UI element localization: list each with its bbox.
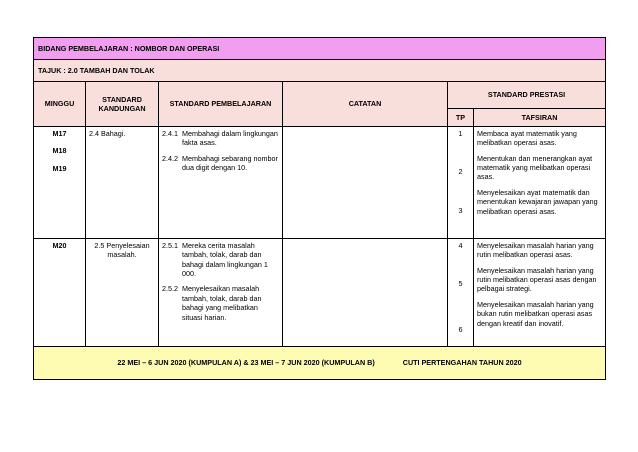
header-catatan: CATATAN <box>283 82 448 127</box>
standard-pembelajaran-cell <box>159 127 283 239</box>
header-tp: TP <box>448 109 474 127</box>
week-cell <box>34 239 86 347</box>
week-cell <box>34 127 86 239</box>
catatan-cell <box>283 127 448 239</box>
sp-text: Membahagi dalam lingkungan fakta asas. <box>182 129 278 148</box>
tafsiran-text: Menyelesaikan masalah harian yang rutin melibatkan operasi asas. <box>477 241 594 260</box>
tp-value: 1 <box>458 129 463 138</box>
holiday-label: CUTI PERTENGAHAN TAHUN 2020 <box>402 358 522 368</box>
catatan-cell <box>283 239 448 347</box>
header-tafsiran: TAFSIRAN <box>474 109 606 127</box>
holiday-dates: 22 MEI – 6 JUN 2020 (KUMPULAN A) & 23 MEI – 7 JUN 2020 (KUMPULAN B) <box>117 358 375 368</box>
tafsiran-text: Membaca ayat matematik yang melibatkan operasi asas. <box>477 129 577 148</box>
standard-kandungan-text: 2.5 Penyelesaian masalah. <box>94 241 150 260</box>
tajuk: TAJUK : 2.0 TAMBAH DAN TOLAK <box>34 60 606 82</box>
tafsiran-text: Menentukan dan menerangkan ayat matematik yang melibatkan operasi asas. <box>477 153 593 182</box>
tafsiran-text: Menyelesaikan masalah harian yang bukan rutin melibatkan operasi asas dengan kreatif dan inovatif. <box>477 299 594 328</box>
tafsiran-text: Menyelesaikan masalah harian yang rutin melibatkan operasi asas dengan pelbagai strategi. <box>477 265 597 294</box>
sp-code: 2.4.1 <box>162 129 178 138</box>
standard-kandungan-cell <box>86 127 159 239</box>
week-label: M19 <box>52 163 67 173</box>
standard-kandungan-text: 2.4 Bahagi. <box>89 129 126 138</box>
header-standard-kandungan: STANDARD KANDUNGAN <box>86 82 159 127</box>
header-standard-pembelajaran: STANDARD PEMBELAJARAN <box>159 82 283 127</box>
table-row <box>34 239 606 347</box>
sp-code: 2.5.1 <box>162 241 178 250</box>
week-label: M17 <box>52 129 67 138</box>
sp-code: 2.5.2 <box>162 284 178 294</box>
lesson-plan-table <box>33 37 606 380</box>
sp-code: 2.4.2 <box>162 153 178 163</box>
tp-value: 3 <box>458 205 463 215</box>
header-minggu: MINGGU <box>34 82 86 127</box>
tp-cell <box>448 127 474 239</box>
bidang-pembelajaran: BIDANG PEMBELAJARAN : NOMBOR DAN OPERASI <box>34 38 606 60</box>
tp-value: 5 <box>458 279 463 289</box>
holiday-banner <box>34 347 606 380</box>
tp-cell <box>448 239 474 347</box>
tp-value: 4 <box>458 241 463 250</box>
sp-text: Mereka cerita masalah tambah, tolak, darab dan bahagi dalam lingkungan 1 000. <box>182 241 268 279</box>
header-standard-prestasi: STANDARD PRESTASI <box>448 82 606 109</box>
tafsiran-cell <box>474 239 606 347</box>
table-row <box>34 127 606 239</box>
sp-text: Membahagi sebarang nombor dua digit dengan 10. <box>182 153 278 173</box>
week-label: M18 <box>52 146 67 156</box>
standard-kandungan-cell <box>86 239 159 347</box>
tafsiran-text: Menyelesaikan ayat matematik dan menentukan kewajaran jawapan yang melibatkan operasi asas. <box>477 187 598 216</box>
week-label: M20 <box>52 241 67 250</box>
tp-value: 2 <box>458 167 463 177</box>
tp-value: 6 <box>458 324 463 334</box>
tafsiran-cell <box>474 127 606 239</box>
sp-text: Menyelesaikan masalah tambah, tolak, darab dan bahagi yang melibatkan situasi harian. <box>182 284 262 322</box>
standard-pembelajaran-cell <box>159 239 283 347</box>
